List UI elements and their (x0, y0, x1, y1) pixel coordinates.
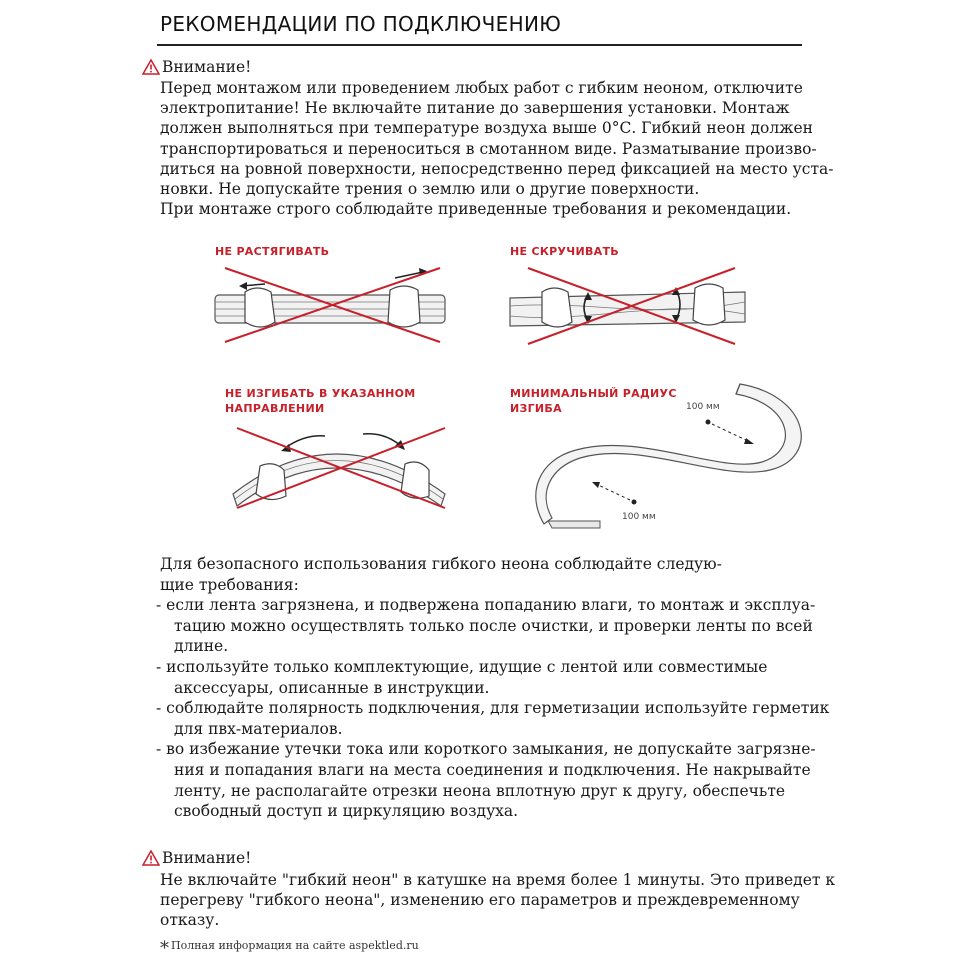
radius-illustration (500, 378, 820, 538)
warning-1-text (160, 78, 834, 219)
text-line: диться на ровной поверхности, непосредственно перед фиксацией на место уста- (160, 159, 834, 178)
label-line: ИЗГИБА (510, 402, 562, 415)
text-line: для пвх-материалов. (174, 719, 343, 738)
label-line: НАПРАВЛЕНИИ (225, 402, 325, 415)
page-title: РЕКОМЕНДАЦИИ ПО ПОДКЛЮЧЕНИЮ (160, 12, 562, 36)
warning-2-text (160, 870, 836, 931)
list-item: - используйте только комплектующие, идущие с лентой или совместимые (156, 657, 768, 676)
text-line: Не включайте "гибкий неон" в катушке на время более 1 минуты. Это приведет к (160, 871, 836, 889)
text-line: ния и попадания влаги на места соединения и подключения. Не накрывайте (174, 760, 811, 779)
label-line: МИНИМАЛЬНЫЙ РАДИУС (510, 387, 677, 400)
figure-no-stretch (205, 240, 455, 350)
text-line: отказу. (160, 911, 220, 930)
text-line: электропитание! Не включайте питание до завершения установки. Монтаж (160, 99, 790, 118)
footnote (160, 938, 419, 959)
requirements-section (156, 554, 830, 822)
twist-illustration (500, 240, 760, 350)
text-line: Перед монтажом или проведением любых работ с гибким неоном, отключите (160, 79, 803, 97)
text-line: ленту, не располагайте отрезки неона вплотную друг к другу, обеспечьте (174, 781, 786, 800)
figure-no-bend (205, 384, 465, 514)
title-divider (157, 44, 802, 46)
text-line: щие требования: (160, 575, 299, 594)
text-line: новки. Не допускайте трения о землю или о другие поверхности. (160, 180, 700, 199)
footnote-star: * (160, 938, 169, 959)
radius-label-bottom: 100 мм (622, 512, 656, 522)
figure-label-no-twist: НЕ СКРУЧИВАТЬ (510, 245, 619, 258)
list-item: - во избежание утечки тока или короткого замыкания, не допускайте загрязне- (156, 740, 816, 759)
bend-illustration (205, 384, 465, 514)
stretch-illustration (205, 240, 455, 350)
text-line: перегреву "гибкого неона", изменению его параметров и преждевременному (160, 891, 800, 910)
warning-triangle-icon (142, 850, 160, 866)
text-line: При монтаже строго соблюдайте приведенные требования и рекомендации. (160, 200, 792, 219)
warning-heading-2 (142, 849, 251, 867)
text-line: тацию можно осуществлять только после очистки, и проверки ленты по всей (174, 616, 813, 635)
footnote-text: Полная информация на сайте aspektled.ru (171, 939, 419, 952)
text-line: Для безопасного использования гибкого неона соблюдайте следую- (160, 555, 722, 573)
figure-label-no-stretch: НЕ РАСТЯГИВАТЬ (215, 245, 330, 258)
list-item: - если лента загрязнена, и подвержена попаданию влаги, то монтаж и эксплуа- (156, 596, 816, 615)
warning-heading-text: Внимание! (162, 849, 252, 867)
text-line: свободный доступ и циркуляцию воздуха. (174, 802, 519, 821)
text-line: аксессуары, описанные в инструкции. (174, 678, 490, 697)
figure-min-radius (500, 378, 820, 538)
warning-heading-1 (142, 58, 251, 76)
text-line: длине. (174, 637, 229, 656)
figure-no-twist (500, 240, 760, 350)
list-item: - соблюдайте полярность подключения, для герметизации используйте герметик (156, 699, 830, 718)
text-line: транспортироваться и переноситься в смотанном виде. Разматывание произво- (160, 139, 817, 158)
warning-triangle-icon (142, 59, 160, 75)
warning-heading-text: Внимание! (162, 58, 252, 76)
radius-label-top: 100 мм (686, 402, 720, 412)
label-line: НЕ ИЗГИБАТЬ В УКАЗАННОМ (225, 387, 416, 400)
text-line: должен выполняться при температуре воздуха выше 0°С. Гибкий неон должен (160, 119, 813, 138)
